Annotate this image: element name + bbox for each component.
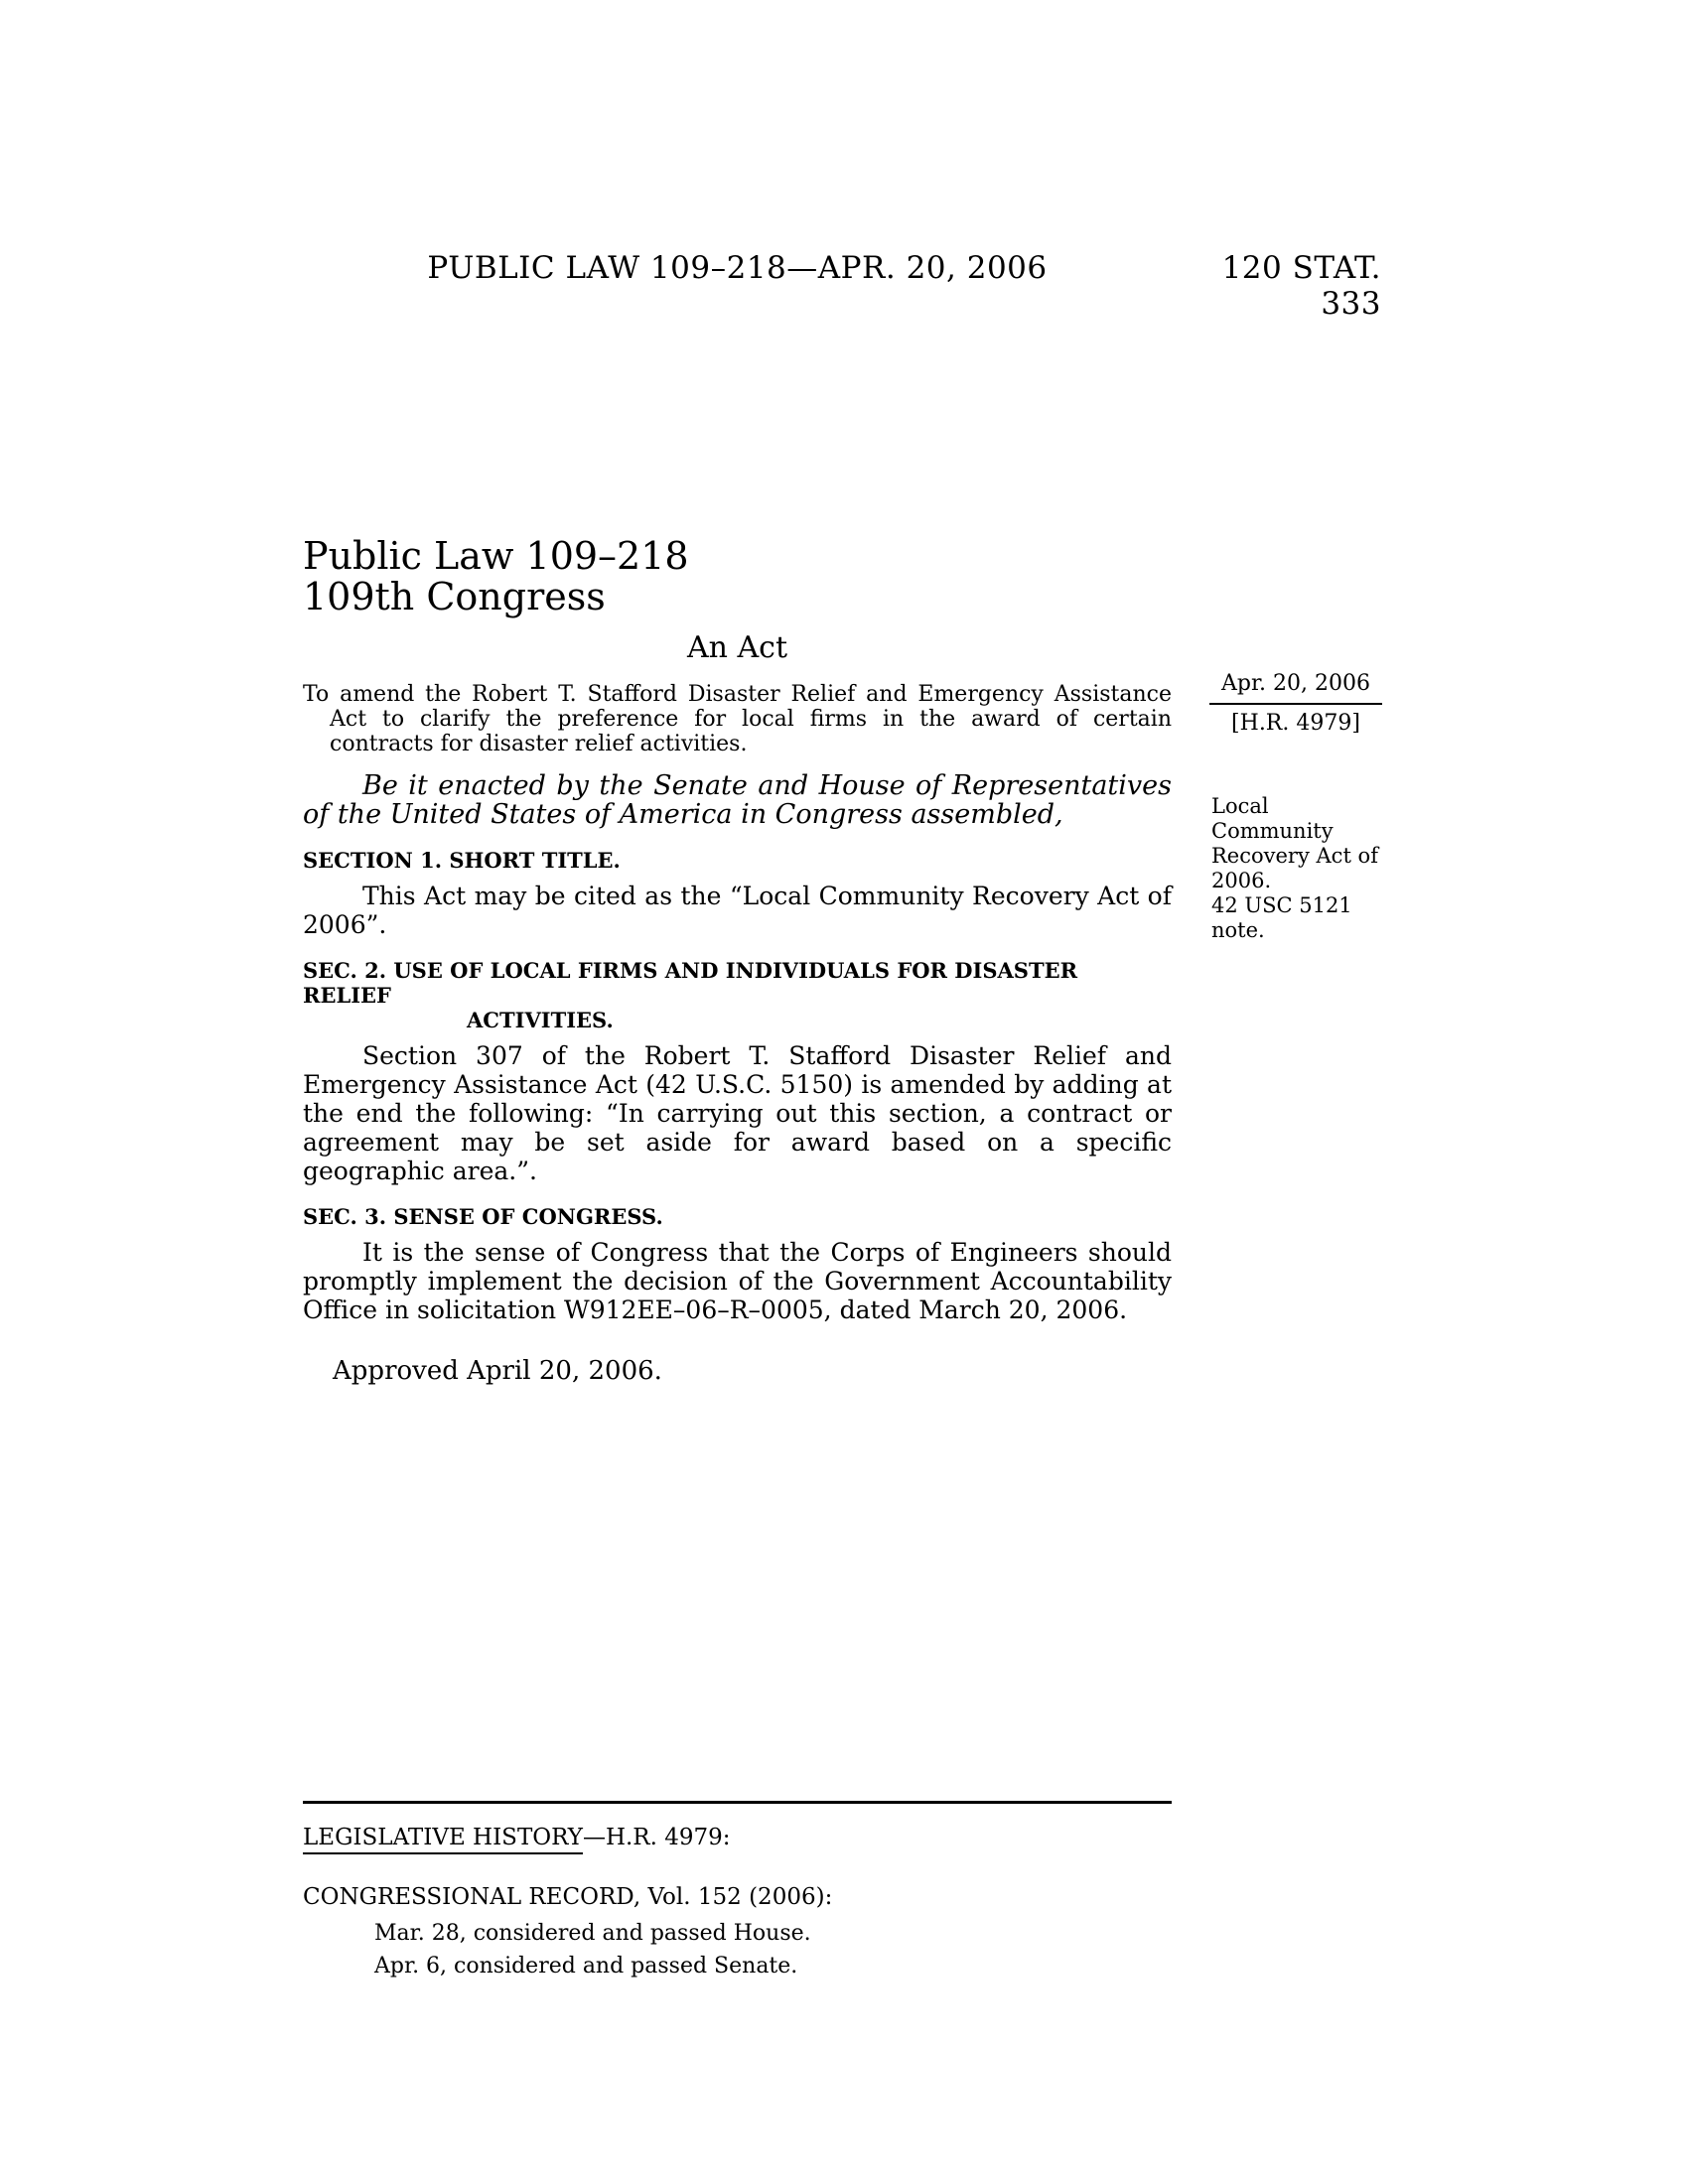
record-items	[374, 1917, 1172, 1982]
margin-short-title-note: Local Community Recovery Act of 2006.	[1211, 794, 1378, 892]
enacting-clause: Be it enacted by the Senate and House of Representatives of the United States of America in Congress assembled,	[303, 770, 1172, 830]
congressional-record-line: CONGRESSIONAL RECORD, Vol. 152 (2006):	[303, 1884, 833, 1910]
section-2-heading-line2: ACTIVITIES.	[467, 1008, 614, 1032]
record-item-senate: Apr. 6, considered and passed Senate.	[374, 1954, 798, 1979]
header-stat-page: 120 STAT. 333	[1221, 250, 1381, 322]
section-2-body: Section 307 of the Robert T. Stafford Disaster Relief and Emergency Assistance Act (42 U.S.C. 5150) is amended by adding at the end the following: “In carrying out this section, a contract or agreement may be set aside for award based on a specific geographic area.”.	[303, 1041, 1172, 1185]
section-1-heading: SECTION 1. SHORT TITLE.	[303, 848, 621, 873]
section-3-heading: SEC. 3. SENSE OF CONGRESS.	[303, 1204, 663, 1229]
section-3-body: It is the sense of Congress that the Corps of Engineers should promptly implement the decision of the Government Accountability Office in solicitation W912EE–06–R–0005, dated March 20, 2006.	[303, 1238, 1172, 1324]
margin-citation-notes	[1211, 794, 1386, 943]
legislative-history-heading	[303, 1825, 1172, 1851]
page-header	[303, 250, 1381, 322]
public-law-title: Public Law 109–218	[303, 534, 689, 578]
main-text-column	[303, 536, 1172, 1386]
header-law-line: PUBLIC LAW 109–218—APR. 20, 2006	[427, 250, 1048, 286]
section-2-heading-line1: SEC. 2. USE OF LOCAL FIRMS AND INDIVIDUALS FOR DISASTER RELIEF	[303, 958, 1078, 1008]
record-item-house: Mar. 28, considered and passed House.	[374, 1921, 811, 1946]
section-1-body: This Act may be cited as the “Local Community Recovery Act of 2006”.	[303, 882, 1172, 939]
legislative-history-block	[303, 1801, 1172, 1982]
act-heading: An Act	[686, 630, 788, 665]
approval-line: Approved April 20, 2006.	[333, 1356, 662, 1386]
margin-usc-note: 42 USC 5121 note.	[1211, 893, 1352, 942]
section-2-heading	[303, 958, 1172, 1032]
legislative-history-label: LEGISLATIVE HISTORY	[303, 1825, 583, 1854]
preamble-paragraph: To amend the Robert T. Stafford Disaster Relief and Emergency Assistance Act to clarify the preference for local firms in the award of certain contracts for disaster relief activities.	[303, 682, 1172, 756]
margin-date-note	[1209, 671, 1382, 737]
margin-enactment-date: Apr. 20, 2006	[1209, 671, 1382, 705]
footer-divider	[303, 1801, 1172, 1804]
legislative-history-bill-ref: —H.R. 4979:	[582, 1825, 731, 1850]
congress-title: 109th Congress	[303, 575, 606, 618]
margin-bill-number: [H.R. 4979]	[1231, 711, 1360, 736]
